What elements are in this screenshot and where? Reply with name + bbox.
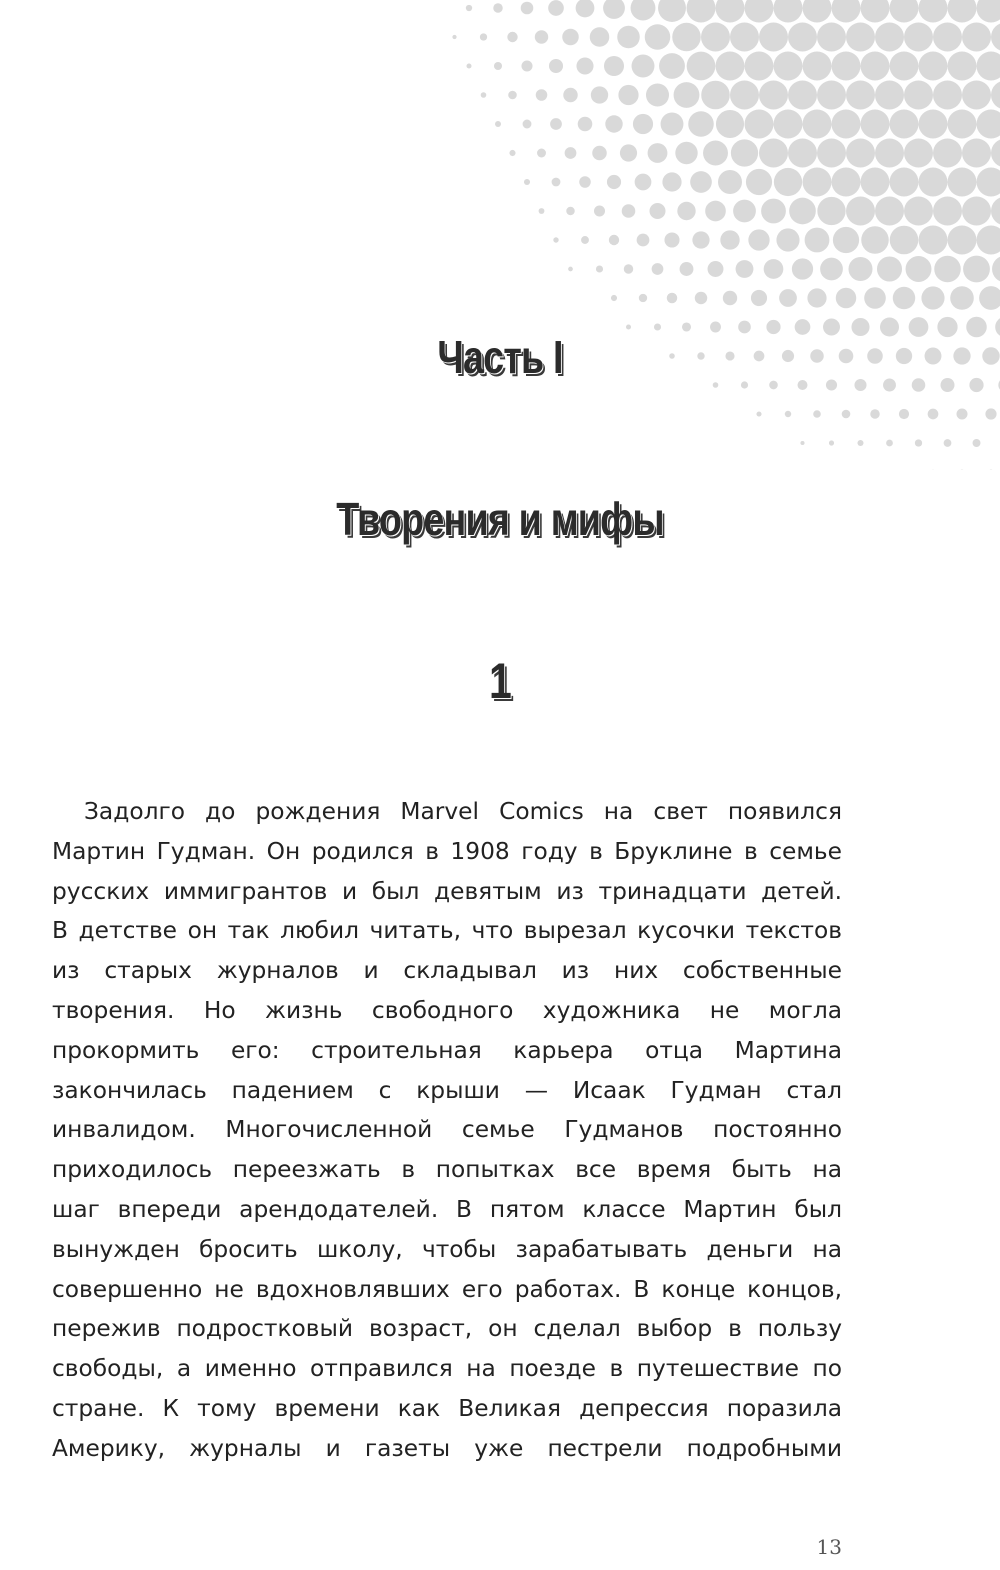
- halftone-decoration: [0, 0, 1000, 470]
- halftone-dot: [690, 171, 712, 193]
- halftone-dot: [875, 197, 904, 226]
- halftone-dot: [745, 52, 774, 81]
- halftone-dot: [705, 201, 726, 222]
- halftone-dot: [890, 110, 919, 139]
- halftone-dot: [639, 294, 647, 302]
- halftone-dot: [832, 110, 861, 139]
- body-line: русских иммигрантов и был девятым из тринадцати детей.: [52, 877, 842, 905]
- halftone-dot: [680, 262, 694, 276]
- halftone-dot: [969, 378, 983, 392]
- halftone-dot: [963, 256, 990, 283]
- halftone-dot: [948, 168, 977, 197]
- halftone-dot: [919, 226, 948, 255]
- halftone-dot: [609, 235, 619, 245]
- halftone-dot: [692, 231, 709, 248]
- halftone-dot: [568, 267, 573, 272]
- halftone-dot: [919, 0, 948, 23]
- halftone-dot: [662, 172, 681, 191]
- halftone-dot: [631, 0, 656, 20]
- part-title: Часть I: [437, 331, 563, 383]
- halftone-dot: [904, 81, 933, 110]
- halftone-dot: [792, 258, 813, 279]
- halftone-dot: [521, 2, 534, 15]
- halftone-dot: [948, 110, 977, 139]
- halftone-dot: [635, 174, 652, 191]
- halftone-dot: [632, 55, 655, 78]
- halftone-dot: [592, 146, 607, 161]
- halftone-dot: [466, 63, 471, 68]
- halftone-dot: [813, 410, 821, 418]
- halftone-dot: [934, 256, 961, 283]
- halftone-dot: [836, 288, 857, 309]
- body-line: прокормить его: строительная карьера отца Мартина: [52, 1036, 842, 1064]
- halftone-dot: [846, 139, 875, 168]
- page-number: 13: [816, 1535, 842, 1559]
- halftone-dot: [785, 411, 791, 417]
- halftone-dot: [962, 23, 991, 52]
- halftone-dot: [928, 409, 939, 420]
- halftone-dot: [985, 408, 996, 419]
- halftone-dot: [861, 226, 889, 254]
- halftone-dot: [723, 291, 737, 305]
- body-line: инвалидом. Многочисленной семье Гудманов постоянно: [52, 1116, 842, 1144]
- halftone-dot: [576, 57, 593, 74]
- halftone-dot: [779, 289, 797, 307]
- body-line: свободы, а именно отправился на поезде в путешествие по: [52, 1355, 842, 1383]
- halftone-dot: [788, 81, 817, 110]
- halftone-dot: [521, 60, 532, 71]
- halftone-dot: [846, 23, 875, 52]
- halftone-dot: [803, 52, 832, 81]
- halftone-dot: [991, 139, 1000, 168]
- halftone-dot: [937, 317, 957, 337]
- halftone-dot: [904, 197, 933, 226]
- halftone-dot: [648, 143, 668, 163]
- halftone-dot: [861, 0, 890, 23]
- halftone-dot: [649, 203, 665, 219]
- halftone-dot: [788, 23, 817, 52]
- halftone-dot: [578, 117, 593, 132]
- halftone-dot: [890, 226, 919, 255]
- body-line: Америку, журналы и газеты уже пестрели подробными: [52, 1434, 842, 1462]
- halftone-dot: [674, 82, 700, 108]
- halftone-dot: [507, 32, 517, 42]
- halftone-dot: [979, 286, 1000, 310]
- body-line: из старых журналов и складывал из них собственные: [52, 957, 842, 985]
- halftone-dot: [921, 286, 944, 309]
- chapter-number: 1: [489, 653, 511, 709]
- halftone-dot: [736, 260, 754, 278]
- halftone-dot: [774, 52, 803, 81]
- halftone-dot: [617, 26, 640, 49]
- halftone-dot: [832, 0, 861, 23]
- halftone-dot: [553, 237, 558, 242]
- halftone-dot: [745, 110, 774, 139]
- halftone-dot: [948, 0, 977, 23]
- halftone-dot: [494, 62, 502, 70]
- halftone-dot: [861, 52, 890, 81]
- halftone-dot: [688, 111, 714, 137]
- halftone-dot: [695, 292, 707, 304]
- body-line: Мартин Гудман. Он родился в 1908 году в Бруклине в семье: [52, 837, 842, 865]
- halftone-dot: [761, 199, 786, 224]
- halftone-dot: [718, 170, 742, 194]
- halftone-dot: [915, 439, 922, 446]
- halftone-dot: [991, 197, 1000, 226]
- halftone-dot: [622, 204, 636, 218]
- halftone-dot: [807, 288, 826, 307]
- halftone-dot: [645, 24, 671, 50]
- halftone-dot: [590, 27, 610, 47]
- halftone-dot: [820, 258, 843, 281]
- halftone-dot: [800, 441, 804, 445]
- halftone-dot: [701, 81, 730, 110]
- body-line: стране. К тому времени как Великая депрессия поразила: [52, 1394, 842, 1422]
- halftone-dot: [861, 168, 890, 197]
- halftone-dot: [956, 408, 967, 419]
- halftone-dot: [605, 115, 622, 132]
- halftone-dot: [992, 256, 1000, 283]
- halftone-dot: [774, 168, 802, 196]
- halftone-dot: [549, 59, 563, 73]
- halftone-dot: [756, 411, 761, 416]
- halftone-dot: [906, 256, 932, 282]
- halftone-dot: [977, 226, 1000, 255]
- halftone-dot: [548, 0, 564, 16]
- halftone-dot: [703, 141, 728, 166]
- halftone-dot: [626, 325, 631, 330]
- halftone-dot: [933, 139, 962, 168]
- halftone-dot: [759, 139, 788, 168]
- halftone-dot: [948, 226, 977, 255]
- halftone-dot: [803, 110, 832, 139]
- halftone-dot: [774, 0, 803, 23]
- halftone-dot: [675, 142, 697, 164]
- halftone-dot: [716, 110, 744, 138]
- halftone-dot: [776, 228, 799, 251]
- halftone-dot: [846, 81, 875, 110]
- halftone-dot: [933, 23, 962, 52]
- halftone-dot: [607, 175, 621, 189]
- halftone-dot: [581, 236, 589, 244]
- halftone-dot: [664, 232, 679, 247]
- halftone-dot: [944, 439, 952, 447]
- halftone-dot: [890, 168, 919, 197]
- halftone-dot: [701, 23, 730, 52]
- halftone-dot: [576, 0, 595, 17]
- halftone-dot: [973, 439, 981, 447]
- halftone-dot: [523, 120, 532, 129]
- halftone-dot: [817, 197, 845, 225]
- halftone-dot: [977, 52, 1000, 81]
- halftone-dot: [658, 0, 686, 22]
- halftone-dot: [991, 23, 1000, 52]
- halftone-dot: [759, 23, 788, 52]
- body-text: [52, 792, 842, 1469]
- halftone-dot: [566, 207, 574, 215]
- halftone-dot: [552, 178, 561, 187]
- halftone-dot: [805, 228, 830, 253]
- halftone-dot: [846, 197, 875, 226]
- halftone-dot: [748, 229, 769, 250]
- halftone-dot: [890, 52, 919, 81]
- halftone-dot: [893, 287, 915, 309]
- halftone-dot: [875, 23, 904, 52]
- halftone-dot: [509, 150, 515, 156]
- halftone-dot: [733, 200, 756, 223]
- halftone-dot: [886, 440, 893, 447]
- halftone-dot: [591, 86, 608, 103]
- halftone-dot: [941, 378, 955, 392]
- halftone-dot: [857, 440, 863, 446]
- halftone-dot: [730, 23, 759, 52]
- halftone-dot: [493, 3, 502, 12]
- halftone-dot: [667, 293, 677, 303]
- halftone-dot: [933, 81, 962, 110]
- halftone-dot: [817, 23, 846, 52]
- section-title: Творения и мифы: [336, 493, 664, 545]
- halftone-dot: [909, 317, 929, 337]
- body-line: Задолго до рождения Marvel Comics на свет появился: [84, 798, 842, 825]
- halftone-dot: [864, 287, 886, 309]
- halftone-dot: [565, 147, 577, 159]
- halftone-dot: [861, 110, 890, 139]
- halftone-dot: [848, 257, 872, 281]
- halftone-dot: [832, 168, 861, 197]
- halftone-dot: [480, 33, 487, 40]
- halftone-dot: [539, 208, 545, 214]
- halftone-dot: [596, 265, 603, 272]
- halftone-dot: [890, 0, 919, 23]
- halftone-dot: [481, 92, 487, 98]
- halftone-dot: [877, 256, 902, 281]
- halftone-dot: [466, 5, 472, 11]
- halftone-dot: [562, 29, 578, 45]
- halftone-dot: [537, 149, 546, 158]
- halftone-dot: [764, 259, 784, 279]
- halftone-dot: [759, 81, 788, 110]
- halftone-dot: [991, 81, 1000, 110]
- halftone-dot: [953, 347, 970, 364]
- halftone-dot: [550, 118, 562, 130]
- halftone-dot: [452, 35, 456, 39]
- halftone-dot: [604, 56, 624, 76]
- halftone-dot: [912, 378, 926, 392]
- halftone-dot: [817, 81, 846, 110]
- halftone-dot: [982, 347, 999, 364]
- body-line: совершенно не вдохновлявших его работах. В конце концов,: [52, 1275, 842, 1303]
- halftone-dot: [950, 286, 974, 310]
- halftone-dot: [788, 139, 817, 168]
- halftone-dot: [495, 121, 501, 127]
- halftone-dot: [687, 0, 716, 23]
- halftone-dot: [919, 52, 948, 81]
- halftone-dot: [962, 139, 991, 168]
- halftone-dot: [919, 168, 948, 197]
- halftone-dot: [832, 52, 861, 81]
- halftone-dot: [620, 144, 637, 161]
- halftone-dot: [563, 88, 577, 102]
- halftone-dot: [687, 52, 716, 81]
- body-line: пережив подростковый возраст, он сделал выбор в пользу: [52, 1315, 842, 1343]
- halftone-dot: [677, 202, 695, 220]
- halftone-dot: [618, 85, 638, 105]
- halftone-dot: [977, 168, 1000, 197]
- halftone-dot: [579, 176, 591, 188]
- halftone-dot: [962, 197, 991, 226]
- halftone-dot: [633, 114, 653, 134]
- halftone-dot: [659, 53, 685, 79]
- halftone-dot: [870, 409, 879, 418]
- halftone-dot: [672, 23, 701, 52]
- halftone-dot: [774, 110, 803, 139]
- halftone-dot: [948, 52, 977, 81]
- halftone-dot: [966, 317, 987, 338]
- halftone-dot: [904, 139, 933, 168]
- halftone-dot: [803, 168, 832, 197]
- halftone-dot: [803, 0, 832, 23]
- halftone-dot: [716, 0, 745, 23]
- body-line: закончилась падением с крыши — Исаак Гудман стал: [52, 1076, 842, 1104]
- halftone-dot: [977, 0, 1000, 23]
- halftone-dot: [977, 110, 1000, 139]
- halftone-dot: [611, 295, 617, 301]
- halftone-dot: [536, 89, 548, 101]
- body-line: творения. Но жизнь свободного художника не могла: [52, 996, 842, 1024]
- body-line: В детстве он так любил читать, что вырезал кусочки текстов: [52, 917, 842, 945]
- halftone-dot: [933, 197, 962, 226]
- halftone-dot: [962, 81, 991, 110]
- halftone-dot: [833, 227, 859, 253]
- halftone-dot: [842, 410, 851, 419]
- halftone-dot: [995, 317, 1000, 338]
- halftone-dot: [751, 290, 767, 306]
- body-line: шаг впереди арендодателей. В пятом классе Мартин был: [52, 1195, 842, 1223]
- halftone-dot: [745, 0, 774, 23]
- halftone-dot: [904, 23, 933, 52]
- halftone-dot: [508, 91, 517, 100]
- body-line: приходилось переезжать в попытках все время быть на: [52, 1156, 842, 1184]
- halftone-dot: [624, 264, 633, 273]
- halftone-dot: [875, 139, 904, 168]
- halftone-dot: [594, 205, 605, 216]
- halftone-dot: [925, 348, 942, 365]
- halftone-dot: [603, 0, 625, 19]
- halftone-dot: [731, 139, 758, 166]
- halftone-dot: [708, 261, 724, 277]
- halftone-dot: [875, 81, 904, 110]
- halftone-dot: [919, 110, 948, 139]
- halftone-dot: [646, 83, 669, 106]
- halftone-dot: [746, 169, 772, 195]
- body-line: вынужден бросить школу, чтобы зарабатывать деньги на: [52, 1235, 842, 1263]
- halftone-dot: [637, 234, 650, 247]
- halftone-dot: [661, 113, 684, 136]
- halftone-dot: [524, 179, 530, 185]
- halftone-dot: [720, 230, 739, 249]
- halftone-dot: [716, 52, 745, 81]
- halftone-dot: [817, 139, 846, 168]
- halftone-dot: [789, 198, 816, 225]
- halftone-dot: [899, 409, 909, 419]
- halftone-dot: [535, 30, 548, 43]
- halftone-dot: [829, 440, 834, 445]
- halftone-dot: [730, 81, 759, 110]
- halftone-dot: [652, 263, 664, 275]
